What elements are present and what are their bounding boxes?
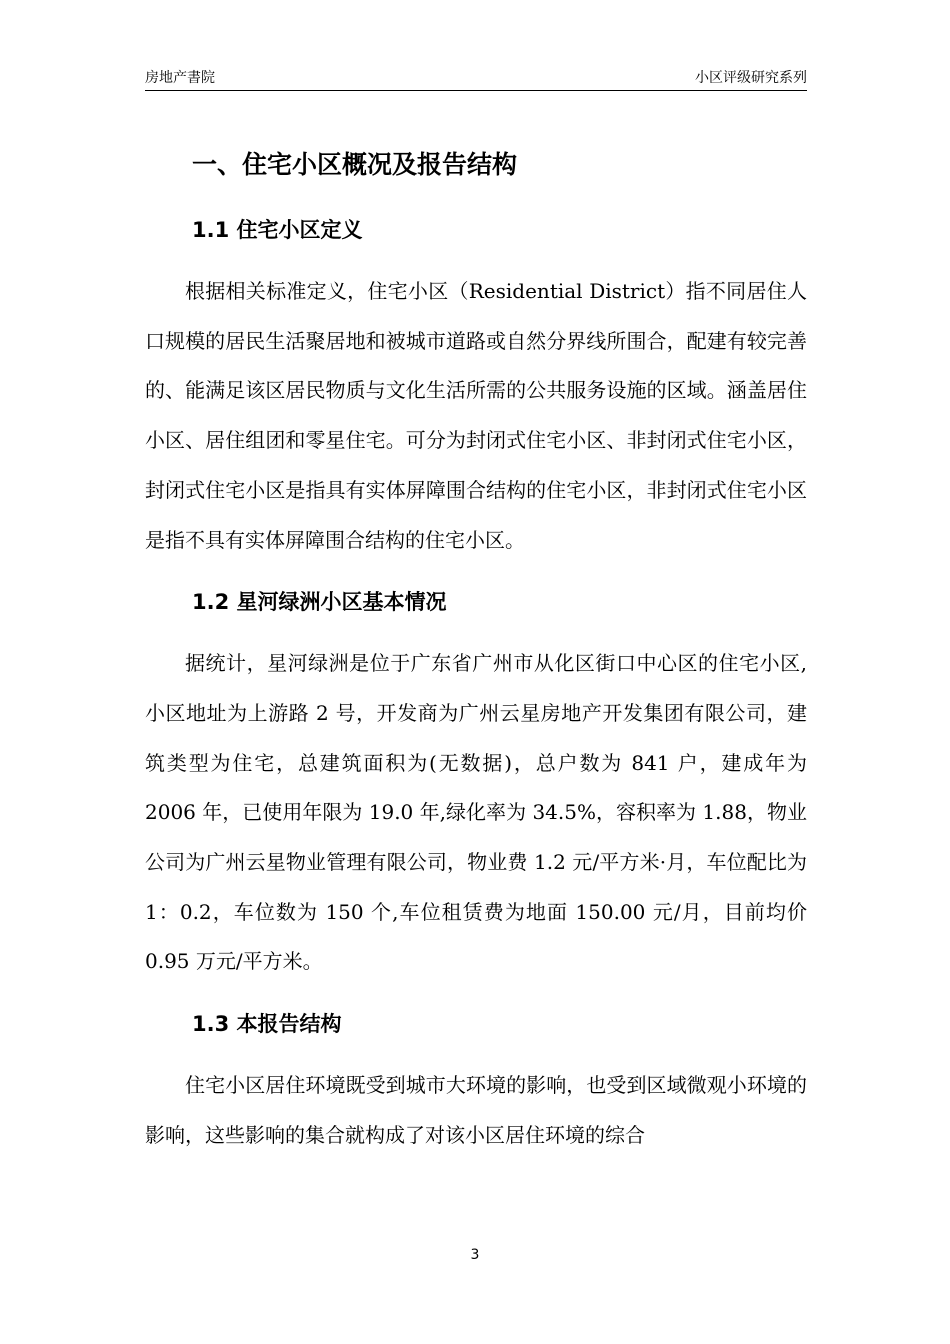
chapter-title: 一、住宅小区概况及报告结构 bbox=[192, 150, 518, 179]
section-title-1-3: 1.3 本报告结构 bbox=[192, 1012, 342, 1037]
section-title-1-2: 1.2 星河绿洲小区基本情况 bbox=[192, 590, 447, 615]
section-paragraph-1-3: 住宅小区居住环境既受到城市大环境的影响，也受到区域微观小环境的影响，这些影响的集合就构成了对该小区居住环境的综合 bbox=[145, 1073, 807, 1147]
section-title-1-1: 1.1 住宅小区定义 bbox=[192, 218, 363, 242]
page-number: 3 bbox=[470, 1247, 480, 1263]
section-paragraph-1-1: 根据相关标准定义，住宅小区（Residential District）指不同居住人口规模的居民生活聚居地和被城市道路或自然分界线所围合，配建有较完善的、能满足该区居民物质与文化生活所需的公共服务设施的区域。涵盖居住小区、居住组团和零星住宅。可分为封闭式住宅小区、非封闭式住宅小区，封闭式住宅小区是指具有实体屏障围合结构的住宅小区，非封闭式住宅小区是指不具有实体屏障围合结构的住宅小区。 bbox=[145, 279, 807, 552]
header-series-title: 小区评级研究系列 bbox=[695, 70, 807, 86]
section-paragraph-1-2: 据统计，星河绿洲是位于广东省广州市从化区街口中心区的住宅小区,小区地址为上游路 2 号，开发商为广州云星房地产开发集团有限公司，建筑类型为住宅，总建筑面积为(无数据)，总户数为 841 户，建成年为 2006 年，已使用年限为 19.0 年,绿化率为 34.5%，容积率为 1.88，物业公司为广州云星物业管理有限公司，物业费 1.2 元/平方米·月，车位配比为 1：0.2，车位数为 150 个,车位租赁费为地面 150.00 元/月，目前均价 0.95 万元/平方米。 bbox=[145, 651, 807, 974]
header-publisher: 房地产書院 bbox=[145, 70, 215, 86]
page-header bbox=[145, 68, 807, 91]
document-body bbox=[145, 140, 807, 1161]
